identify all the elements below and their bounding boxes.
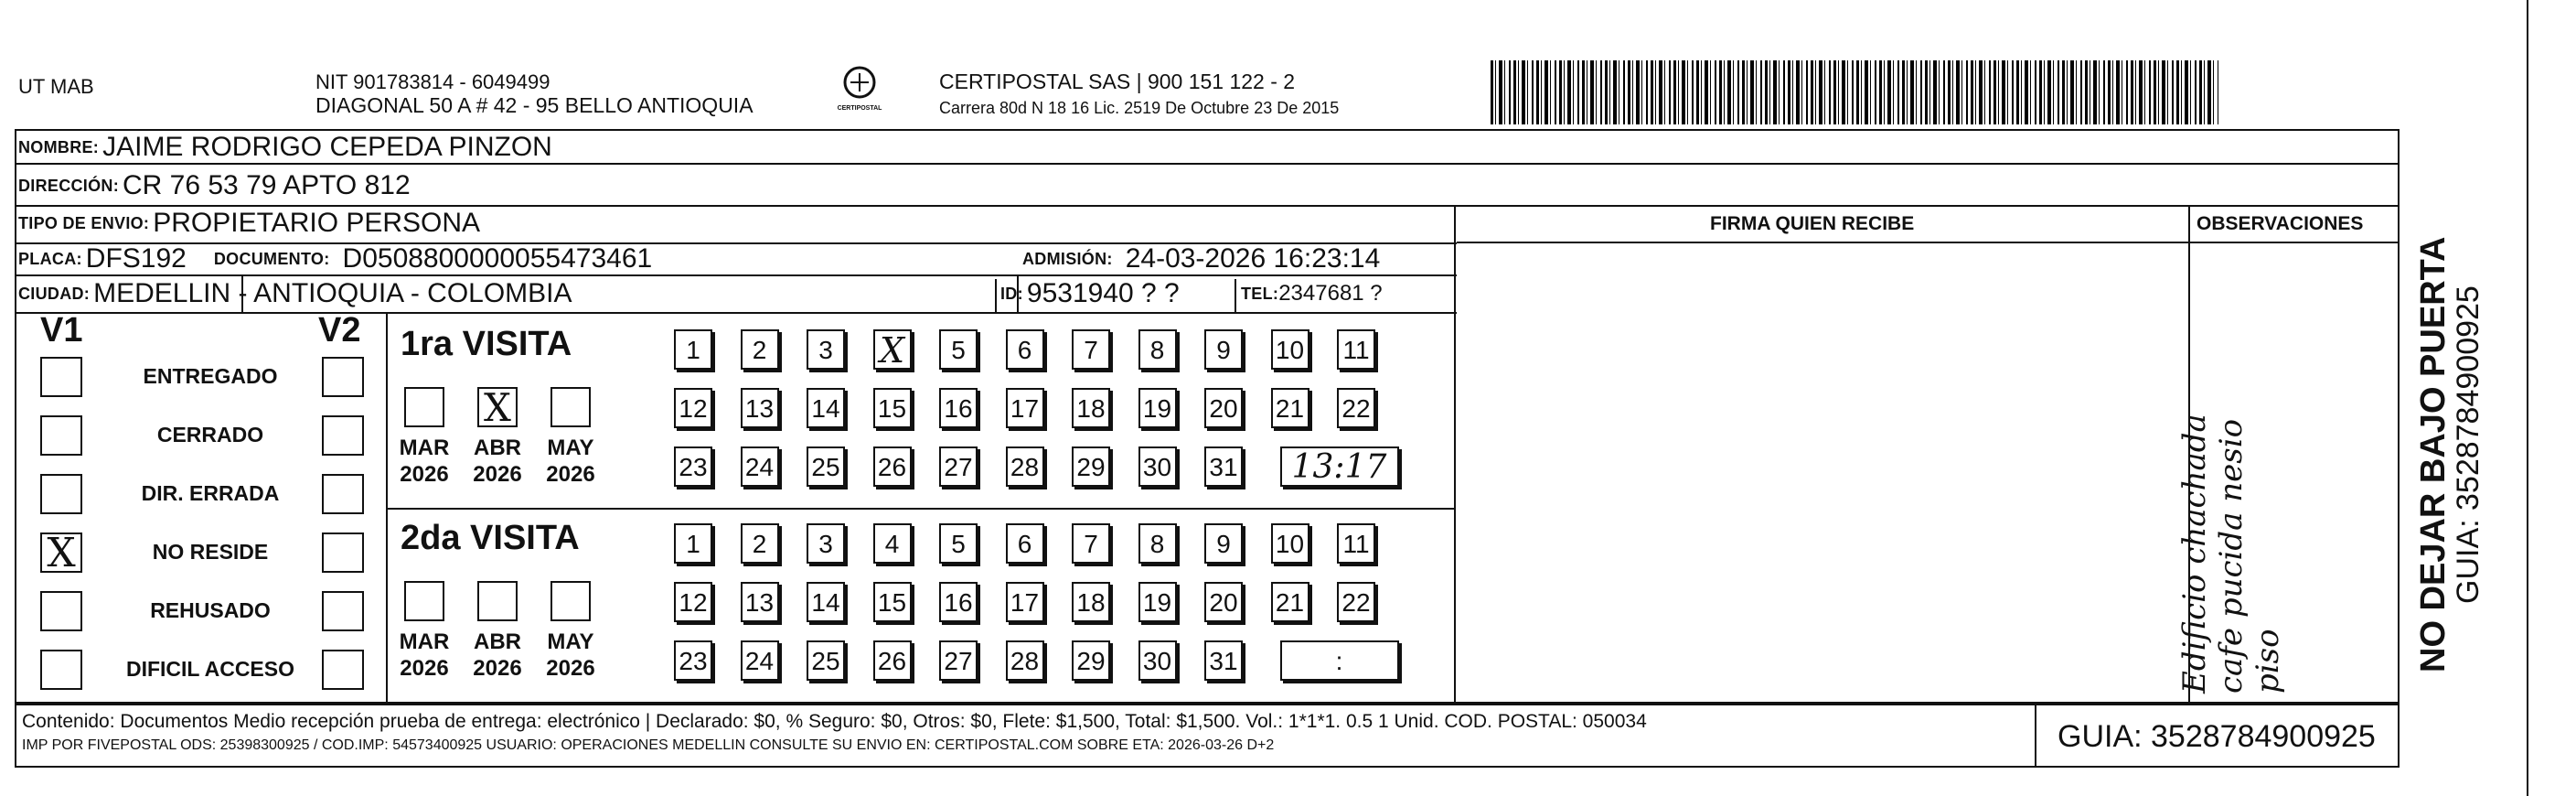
day-box[interactable]: 9 xyxy=(1204,329,1243,370)
v1-label: V1 xyxy=(40,311,83,350)
id-label: ID: xyxy=(1000,284,1023,303)
tel-field xyxy=(1241,280,1383,307)
day-box[interactable]: 25 xyxy=(807,446,845,487)
day-box[interactable]: 6 xyxy=(1006,523,1044,564)
day-box[interactable]: 3 xyxy=(807,329,845,370)
v1-checkbox[interactable] xyxy=(40,415,82,456)
month-checkbox[interactable] xyxy=(404,581,444,621)
certipostal-nit: CERTIPOSTAL SAS | 900 151 122 - 2 xyxy=(939,70,1296,93)
side-guia: GUIA: 3528784900925 xyxy=(2451,285,2485,604)
v2-checkbox[interactable] xyxy=(322,415,364,456)
day-box[interactable]: 10 xyxy=(1271,523,1309,564)
day-box[interactable]: 11 xyxy=(1337,523,1375,564)
day-box[interactable]: 26 xyxy=(873,446,912,487)
month-year: 2026 xyxy=(546,462,595,487)
day-box[interactable]: 10 xyxy=(1271,329,1309,370)
v2-checkbox[interactable] xyxy=(322,474,364,514)
day-box[interactable]: 8 xyxy=(1138,523,1177,564)
ciudad-row xyxy=(18,280,988,307)
month-year: 2026 xyxy=(546,656,595,681)
month-label: ABR xyxy=(474,629,521,654)
admision-label: ADMISIÓN: xyxy=(1022,249,1113,268)
day-box[interactable]: 4 xyxy=(873,523,912,564)
direccion-value: CR 76 53 79 APTO 812 xyxy=(123,170,411,200)
month-year: 2026 xyxy=(400,462,449,487)
footer-guia: GUIA: 3528784900925 xyxy=(2058,719,2376,754)
documento-label: DOCUMENTO: xyxy=(213,249,330,268)
day-box[interactable]: 3 xyxy=(807,523,845,564)
day-box[interactable]: 28 xyxy=(1006,640,1044,681)
obs-line-2: cafe pucida nesio xyxy=(2213,418,2250,694)
day-box[interactable]: 30 xyxy=(1138,446,1177,487)
day-box[interactable]: 26 xyxy=(873,640,912,681)
sender-address: DIAGONAL 50 A # 42 - 95 BELLO ANTIOQUIA xyxy=(315,93,754,117)
day-box[interactable]: 13 xyxy=(741,388,779,428)
nombre-label: NOMBRE: xyxy=(18,137,100,156)
day-box[interactable]: 21 xyxy=(1271,388,1309,428)
logo-icon xyxy=(839,64,880,101)
certipostal-address: Carrera 80d N 18 16 Lic. 2519 De Octubre 23 De 2015 xyxy=(939,99,1340,117)
day-box[interactable]: 2 xyxy=(741,523,779,564)
status-label: ENTREGADO xyxy=(143,364,278,388)
day-box[interactable]: 27 xyxy=(939,640,978,681)
v1-checkbox[interactable] xyxy=(40,650,82,690)
day-box[interactable]: 27 xyxy=(939,446,978,487)
status-label: NO RESIDE xyxy=(152,540,269,564)
month-year: 2026 xyxy=(473,462,522,487)
status-label: DIFICIL ACCESO xyxy=(125,657,294,681)
day-box[interactable]: 16 xyxy=(939,388,978,428)
logo-text: CERTIPOSTAL xyxy=(837,105,882,112)
day-box[interactable]: 28 xyxy=(1006,446,1044,487)
obs-line-3: piso xyxy=(2250,629,2286,694)
day-box[interactable]: 2 xyxy=(741,329,779,370)
day-box[interactable]: 18 xyxy=(1072,582,1110,622)
month-year: 2026 xyxy=(473,656,522,681)
visit1-title: 1ra VISITA xyxy=(401,325,572,363)
v1-checkbox[interactable]: X xyxy=(40,532,82,573)
day-box[interactable]: 7 xyxy=(1072,329,1110,370)
day-box[interactable]: 20 xyxy=(1204,582,1243,622)
day-box[interactable]: 8 xyxy=(1138,329,1177,370)
nombre-value: JAIME RODRIGO CEPEDA PINZON xyxy=(102,132,552,162)
day-box[interactable]: 14 xyxy=(807,388,845,428)
company-name: UT MAB xyxy=(18,75,94,98)
footer-imp: IMP POR FIVEPOSTAL ODS: 25398300925 / COD.IMP: 54573400925 USUARIO: OPERACIONES MEDELLIN CONSULTE SU ENVIO EN: CERTIPOSTAL.COM SOBRE ETA: 2026-03-26 D+2 xyxy=(22,737,1275,753)
documento-value: D0508800000055473461 xyxy=(342,243,653,274)
day-box[interactable]: 24 xyxy=(741,640,779,681)
month-label: MAY xyxy=(547,629,594,654)
month-checkbox[interactable]: X xyxy=(477,387,518,427)
day-box[interactable]: 29 xyxy=(1072,446,1110,487)
day-box[interactable]: 9 xyxy=(1204,523,1243,564)
day-box[interactable]: 21 xyxy=(1271,582,1309,622)
obs-line-1: Edificio chachada xyxy=(2176,414,2213,694)
nit: NIT 901783814 - 6049499 xyxy=(315,70,550,93)
id-value: 9531940 ? ? xyxy=(1026,278,1180,308)
day-box[interactable]: 22 xyxy=(1337,388,1375,428)
day-box[interactable]: 31 xyxy=(1204,446,1243,487)
day-box[interactable]: 22 xyxy=(1337,582,1375,622)
observaciones-label: OBSERVACIONES xyxy=(2197,213,2364,234)
day-box[interactable]: 30 xyxy=(1138,640,1177,681)
status-label: DIR. ERRADA xyxy=(141,481,280,505)
day-box[interactable]: 11 xyxy=(1337,329,1375,370)
day-box[interactable]: 6 xyxy=(1006,329,1044,370)
status-label: REHUSADO xyxy=(150,598,271,622)
month-label: MAR xyxy=(399,629,450,654)
v2-checkbox[interactable] xyxy=(322,591,364,631)
v2-checkbox[interactable] xyxy=(322,357,364,397)
v2-checkbox[interactable] xyxy=(322,532,364,573)
month-year: 2026 xyxy=(400,656,449,681)
tel-value: 2347681 ? xyxy=(1278,281,1383,306)
ciudad-value: MEDELLIN - ANTIOQUIA - COLOMBIA xyxy=(93,278,572,308)
firma-label: FIRMA QUIEN RECIBE xyxy=(1710,213,1915,234)
footer-contenido: Contenido: Documentos Medio recepción prueba de entrega: electrónico | Declarado: $0, % Seguro: $0, Otros: $0, Flete: $1,500, Total: $1,500. Vol.: 1*1*1. 0.5 1 Unid. COD. POSTAL: 050034 xyxy=(22,711,1647,732)
placa-label: PLACA: xyxy=(18,249,82,268)
day-box[interactable]: 12 xyxy=(674,388,712,428)
barcode xyxy=(1491,60,2218,124)
day-box[interactable]: 25 xyxy=(807,640,845,681)
v1-checkbox[interactable] xyxy=(40,357,82,397)
day-box[interactable]: 19 xyxy=(1138,388,1177,428)
day-box[interactable]: 1 xyxy=(674,329,712,370)
side-title: NO DEJAR BAJO PUERTA xyxy=(2414,236,2453,672)
month-checkbox[interactable] xyxy=(550,387,591,427)
month-label: MAY xyxy=(547,436,594,460)
direccion-label: DIRECCIÓN: xyxy=(18,176,119,195)
tipo-envio-value: PROPIETARIO PERSONA xyxy=(153,208,481,238)
tel-label: TEL: xyxy=(1241,284,1279,303)
admision-field xyxy=(1022,245,1380,273)
day-box[interactable]: 19 xyxy=(1138,582,1177,622)
month-checkbox[interactable] xyxy=(550,581,591,621)
certipostal-logo xyxy=(823,64,896,124)
day-box[interactable]: 15 xyxy=(873,582,912,622)
v1-checkbox[interactable] xyxy=(40,591,82,631)
day-box[interactable]: X xyxy=(873,329,912,370)
month-label: ABR xyxy=(474,436,521,460)
v2-label: V2 xyxy=(318,311,361,350)
day-box[interactable]: 16 xyxy=(939,582,978,622)
nombre-row xyxy=(18,134,2396,161)
time-box[interactable]: : xyxy=(1280,640,1399,681)
observaciones-handwriting xyxy=(2176,291,2286,694)
v2-checkbox[interactable] xyxy=(322,650,364,690)
v1-checkbox[interactable] xyxy=(40,474,82,514)
tipo-envio-label: TIPO DE ENVIO: xyxy=(18,213,150,232)
day-box[interactable]: 17 xyxy=(1006,582,1044,622)
direccion-row xyxy=(18,172,2396,199)
day-box[interactable]: 29 xyxy=(1072,640,1110,681)
placa-value: DFS192 xyxy=(85,243,187,274)
day-box[interactable]: 20 xyxy=(1204,388,1243,428)
day-box[interactable]: 5 xyxy=(939,523,978,564)
month-checkbox[interactable] xyxy=(404,387,444,427)
day-box[interactable]: 14 xyxy=(807,582,845,622)
month-label: MAR xyxy=(399,436,450,460)
day-box[interactable]: 24 xyxy=(741,446,779,487)
day-box[interactable]: 17 xyxy=(1006,388,1044,428)
day-box[interactable]: 23 xyxy=(674,640,712,681)
day-box[interactable]: 23 xyxy=(674,446,712,487)
id-field xyxy=(1000,280,1180,307)
day-box[interactable]: 15 xyxy=(873,388,912,428)
day-box[interactable]: 12 xyxy=(674,582,712,622)
month-checkbox[interactable] xyxy=(477,581,518,621)
day-box[interactable]: 31 xyxy=(1204,640,1243,681)
status-label: CERRADO xyxy=(156,423,264,446)
day-box[interactable]: 13 xyxy=(741,582,779,622)
ciudad-label: CIUDAD: xyxy=(18,284,91,303)
day-box[interactable]: 1 xyxy=(674,523,712,564)
day-box[interactable]: 18 xyxy=(1072,388,1110,428)
time-box[interactable]: 13:17 xyxy=(1280,446,1399,487)
day-box[interactable]: 5 xyxy=(939,329,978,370)
tipo-envio-row xyxy=(18,210,1445,237)
visit2-title: 2da VISITA xyxy=(401,519,580,557)
day-box[interactable]: 7 xyxy=(1072,523,1110,564)
admision-value: 24-03-2026 16:23:14 xyxy=(1125,243,1381,274)
